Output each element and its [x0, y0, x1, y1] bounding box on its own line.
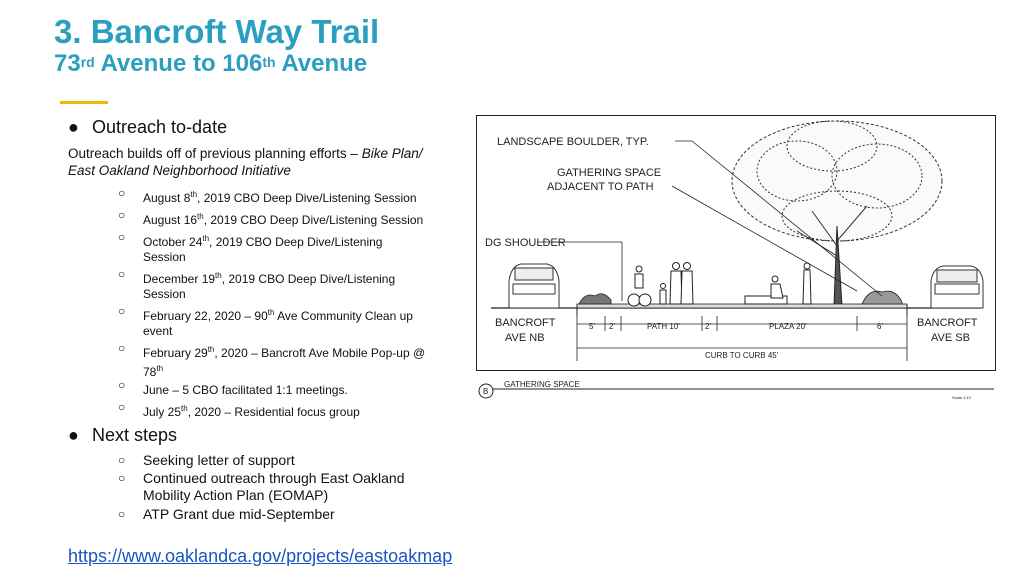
- dimension-label: 2': [705, 322, 711, 331]
- people-illustration: [628, 263, 811, 307]
- caption-text: GATHERING SPACE: [504, 380, 580, 389]
- outreach-item: ○ December 19th, 2019 CBO Deep Dive/Listening Session: [118, 267, 396, 301]
- circle-bullet-icon: ○: [118, 230, 126, 244]
- caption-marker: B: [483, 387, 489, 396]
- gathering-label: ADJACENT TO PATH: [547, 181, 654, 193]
- right-road-label: AVE SB: [931, 332, 970, 344]
- circle-bullet-icon: ○: [118, 341, 126, 355]
- circle-bullet-icon: ○: [118, 378, 126, 392]
- shoulder-label: DG SHOULDER: [485, 237, 566, 249]
- slide-subtitle: 73rd Avenue to 106th Avenue: [54, 50, 368, 77]
- right-road-label: BANCROFT: [917, 317, 978, 329]
- slide-title: 3. Bancroft Way Trail: [54, 13, 380, 50]
- gathering-label: GATHERING SPACE: [557, 167, 662, 179]
- accent-rule: [60, 101, 108, 104]
- outreach-heading: ● Outreach to-date: [68, 117, 228, 137]
- circle-bullet-icon: ○: [118, 507, 126, 521]
- project-link[interactable]: https://www.oaklandca.gov/projects/eastoakmap: [68, 546, 453, 566]
- car-illustration: [509, 264, 559, 308]
- dimension-label: 5': [589, 322, 595, 331]
- circle-bullet-icon: ○: [118, 400, 126, 414]
- left-road-label: BANCROFT: [495, 317, 556, 329]
- circle-bullet-icon: ○: [118, 453, 126, 467]
- dimension-label: 6': [877, 322, 883, 331]
- next-step-item: ○ Seeking letter of support: [118, 452, 295, 468]
- circle-bullet-icon: ○: [118, 208, 126, 222]
- dimension-label: PLAZA 20': [769, 322, 807, 331]
- scale-text: Scale 1:10: [952, 395, 971, 400]
- circle-bullet-icon: ○: [118, 471, 126, 485]
- outreach-item: ○ June – 5 CBO facilitated 1:1 meetings.: [118, 378, 348, 397]
- shrub-illustration: [579, 291, 902, 304]
- bullet-icon: ●: [68, 425, 79, 445]
- dimension-label: PATH 10': [647, 322, 680, 331]
- left-road-label: AVE NB: [505, 332, 545, 344]
- outreach-lead: Outreach builds off of previous planning efforts – Bike Plan/ East Oakland Neighborhood Initiative: [68, 146, 423, 178]
- bullet-icon: ●: [68, 117, 79, 137]
- next-step-item: ○ ATP Grant due mid-September: [118, 506, 335, 522]
- circle-bullet-icon: ○: [118, 186, 126, 200]
- outreach-item: ○ October 24th, 2019 CBO Deep Dive/Listening Session: [118, 230, 383, 264]
- cross-section-diagram: [476, 115, 996, 371]
- diagram-caption: [476, 378, 994, 404]
- car-illustration: [931, 266, 983, 308]
- tree-illustration: [732, 121, 942, 306]
- next-step-item: ○ Continued outreach through East Oakland Mobility Action Plan (EOMAP): [118, 470, 405, 503]
- outreach-item: ○ August 16th, 2019 CBO Deep Dive/Listening Session: [118, 208, 424, 227]
- dimension-label: 2': [609, 322, 615, 331]
- dimension-label: CURB TO CURB 45': [705, 351, 779, 360]
- outreach-item: ○ July 25th, 2020 – Residential focus group: [118, 400, 360, 419]
- circle-bullet-icon: ○: [118, 304, 126, 318]
- circle-bullet-icon: ○: [118, 267, 126, 281]
- outreach-item: ○ February 22, 2020 – 90th Ave Community Clean up event: [118, 304, 413, 338]
- outreach-item: ○ February 29th, 2020 – Bancroft Ave Mobile Pop-up @ 78th: [118, 341, 426, 379]
- next-steps-heading: ● Next steps: [68, 425, 178, 445]
- boulder-label: LANDSCAPE BOULDER, TYP.: [497, 136, 649, 148]
- outreach-item: ○ August 8th, 2019 CBO Deep Dive/Listening Session: [118, 186, 417, 205]
